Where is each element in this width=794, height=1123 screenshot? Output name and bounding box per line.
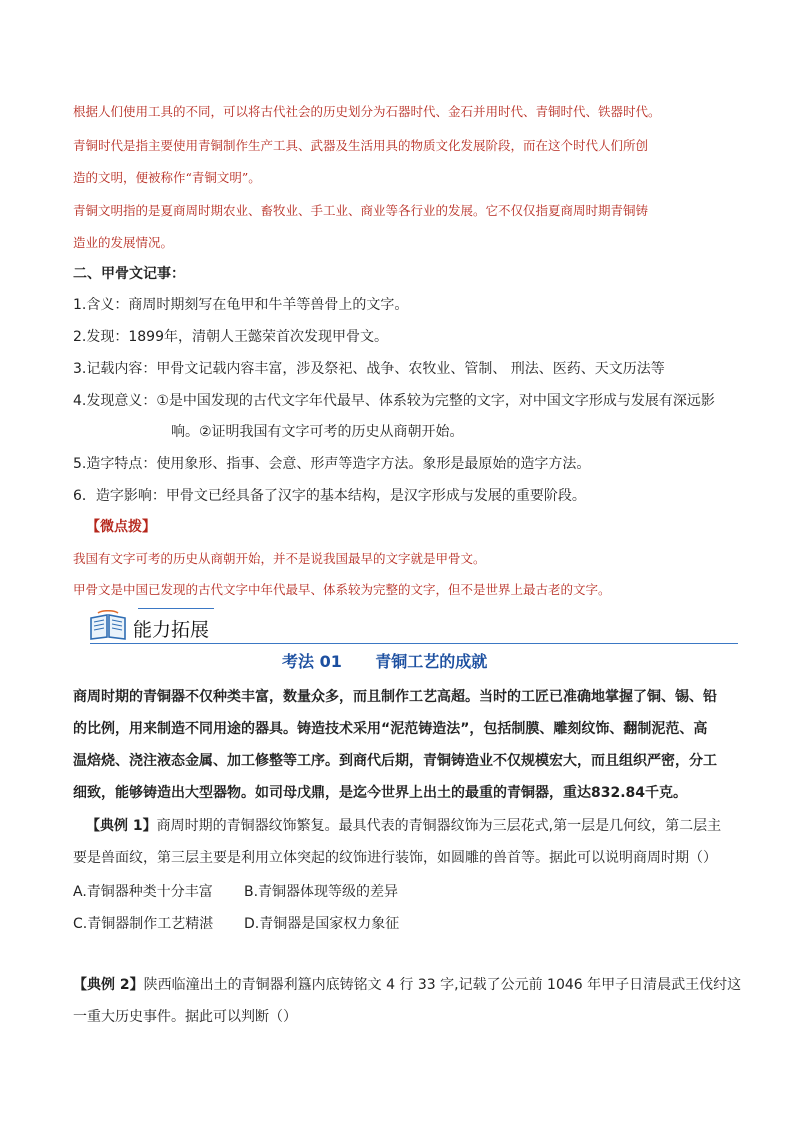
banner-title: 能力拓展 [133, 619, 210, 641]
section-title: 考法 01 青铜工艺的成就 [282, 652, 488, 671]
option-b: B.青铜器体现等级的差异 [244, 884, 399, 900]
banner-rule [90, 643, 738, 644]
example2-line1 [73, 974, 741, 994]
achievement-line: 温焙烧、浇注液态金属、加工修整等工序。到商代后期，青铜铸造业不仅规模宏大，而且组织严密，分工 [73, 753, 717, 769]
option-d: D.青铜器是国家权力象征 [244, 916, 400, 932]
intro-line: 青铜时代是指主要使用青铜制作生产工具、武器及生活用具的物质文化发展阶段，而在这个时代人们所创 [73, 138, 649, 153]
oracle-item: 6．造字影响：甲骨文已经具备了汉字的基本结构，是汉字形成与发展的重要阶段。 [73, 488, 586, 504]
example2-text: 陕西临潼出土的青铜器利簋内底铸铭文 4 行 33 字,记载了公元前 1046 年甲子日清晨武王伐纣这 [143, 977, 742, 993]
example1-line1 [86, 815, 721, 835]
intro-line: 造的文明，便被称作“青铜文明”。 [73, 170, 261, 185]
achievement-line: 细致，能够铸造出大型器物。如司母戊鼎，是迄今世界上出土的最重的青铜器，重达832.84千克。 [73, 785, 688, 801]
example2-label: 【典例 2】 [73, 977, 144, 993]
example1-line2: 要是兽面纹，第三层主要是利用立体突起的纹饰进行装饰，如圆雕的兽首等。据此可以说明商周时期（） [73, 850, 717, 866]
oracle-item: 2.发现：1899年，清朝人王懿荣首次发现甲骨文。 [73, 329, 388, 345]
book-icon [88, 610, 128, 642]
oracle-item: 响。②证明我国有文字可考的历史从商朝开始。 [171, 424, 464, 440]
option-c: C.青铜器制作工艺精湛 [73, 916, 214, 932]
oracle-item: 5.造字特点：使用象形、指事、会意、形声等造字方法。象形是最原始的造字方法。 [73, 456, 591, 472]
oracle-heading: 二、甲骨文记事： [73, 266, 185, 282]
banner-divider [138, 608, 214, 609]
intro-line: 青铜文明指的是夏商周时期农业、畜牧业、手工业、商业等各行业的发展。它不仅仅指夏商周时期青铜铸 [73, 203, 649, 218]
intro-line: 造业的发展情况。 [73, 235, 174, 250]
example1-label: 【典例 1】 [86, 818, 157, 834]
oracle-item: 4.发现意义：①是中国发现的古代文字年代最早、体系较为完整的文字，对中国文字形成与发展有深远影 [73, 393, 715, 409]
example2-line2: 一重大历史事件。据此可以判断（） [73, 1009, 297, 1025]
achievement-line: 的比例，用来制造不同用途的器具。铸造技术采用“泥范铸造法”，包括制膜、雕刻纹饰、翻制泥范、高 [73, 721, 708, 737]
option-a: A.青铜器种类十分丰富 [73, 884, 213, 900]
oracle-item: 3.记载内容：甲骨文记载内容丰富，涉及祭祀、战争、农牧业、管制、 刑法、医药、天文历法等 [73, 361, 665, 377]
tip-line: 我国有文字可考的历史从商朝开始，并不是说我国最早的文字就是甲骨文。 [73, 551, 486, 566]
achievement-line: 商周时期的青铜器不仅种类丰富，数量众多，而且制作工艺高超。当时的工匠已准确地掌握了铜、锡、铅 [73, 689, 717, 705]
intro-line: 根据人们使用工具的不同，可以将古代社会的历史划分为石器时代、金石并用时代、青铜时代、铁器时代。 [73, 104, 661, 119]
example1-text: 商周时期的青铜器纹饰繁复。最具代表的青铜器纹饰为三层花式,第一层是几何纹，第二层主 [156, 818, 722, 834]
oracle-item: 1.含义：商周时期刻写在龟甲和牛羊等兽骨上的文字。 [73, 297, 409, 313]
tip-label: 【微点拨】 [86, 519, 156, 535]
tip-line: 甲骨文是中国已发现的古代文字中年代最早、体系较为完整的文字，但不是世界上最古老的文字。 [73, 582, 611, 597]
